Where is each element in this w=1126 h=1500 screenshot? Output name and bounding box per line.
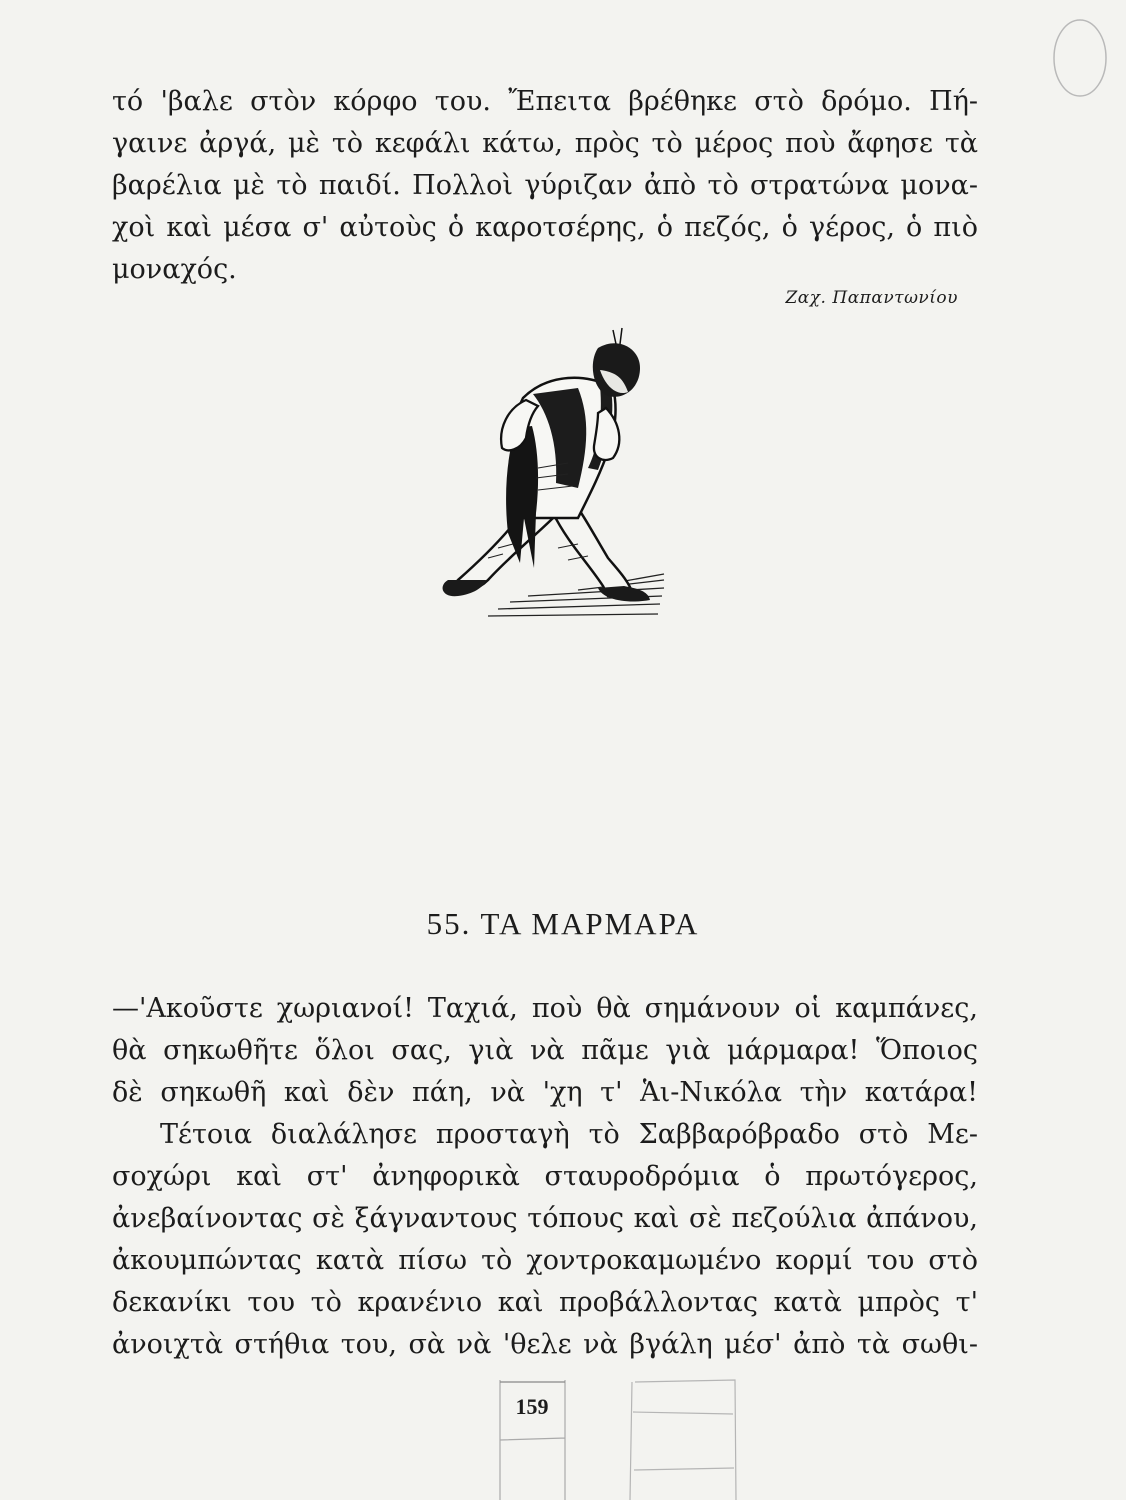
author-signature: Ζαχ. Παπαντωνίου (785, 288, 958, 308)
top-paragraph (112, 81, 978, 291)
text-line: μοναχός. (112, 254, 237, 285)
text-line: θὰ σηκωθῆτε ὅλοι σας, γιὰ νὰ πᾶμε γιὰ μάρμαρα! Ὅποιος (112, 1035, 978, 1066)
text-line: Τέτοια διαλάλησε προσταγὴ τὸ Σαββαρόβραδο στὸ Με- (160, 1119, 978, 1150)
text-line: βαρέλια μὲ τὸ παιδί. Πολλοὶ γύριζαν ἀπὸ τὸ στρατώνα μονα- (112, 170, 978, 201)
text-line: δεκανίκι του τὸ κρανένιο καὶ προβάλλοντας κατὰ μπρὸς τ' (112, 1287, 978, 1318)
chapter-heading: 55. ΤΑ ΜΑΡΜΑΡΑ (426, 906, 700, 941)
text-line: ἀνεβαίνοντας σὲ ξάγναντους τόπους καὶ σὲ πεζούλια ἀπάνου, (112, 1203, 978, 1234)
text-line: σοχώρι καὶ στ' ἀνηφορικὰ σταυροδρόμια ὁ πρωτόγερος, (112, 1161, 978, 1192)
text-line: —'Ακοῦστε χωριανοί! Ταχιά, ποὺ θὰ σημάνουν οἱ καμπάνες, (112, 993, 978, 1024)
text-line: ἀκουμπώντας κατὰ πίσω τὸ χοντροκαμωμένο κορμί του στὸ (112, 1245, 978, 1276)
text-line: τό 'βαλε στὸν κόρφο του. Ἔπειτα βρέθηκε στὸ δρόμο. Πή- (112, 86, 978, 117)
chapter-text (112, 988, 978, 1366)
text-line: γαινε ἀργά, μὲ τὸ κεφάλι κάτω, πρὸς τὸ μέρος ποὺ ἄφησε τὰ (112, 128, 978, 159)
text-line: ἀνοιχτὰ στήθια του, σὰ νὰ 'θελε νὰ βγάλη μέσ' ἀπὸ τὰ σωθι- (112, 1329, 978, 1360)
text-line: χοὶ καὶ μέσα σ' αὐτοὺς ὁ καροτσέρης, ὁ πεζός, ὁ γέρος, ὁ πιὸ (112, 212, 978, 243)
page-number: 159 (515, 1394, 549, 1419)
text-line: δὲ σηκωθῆ καὶ δὲν πάη, νὰ 'χη τ' Ἁι-Νικόλα τὴν κατάρα! (112, 1077, 978, 1108)
walking-man-illustration (428, 318, 698, 630)
